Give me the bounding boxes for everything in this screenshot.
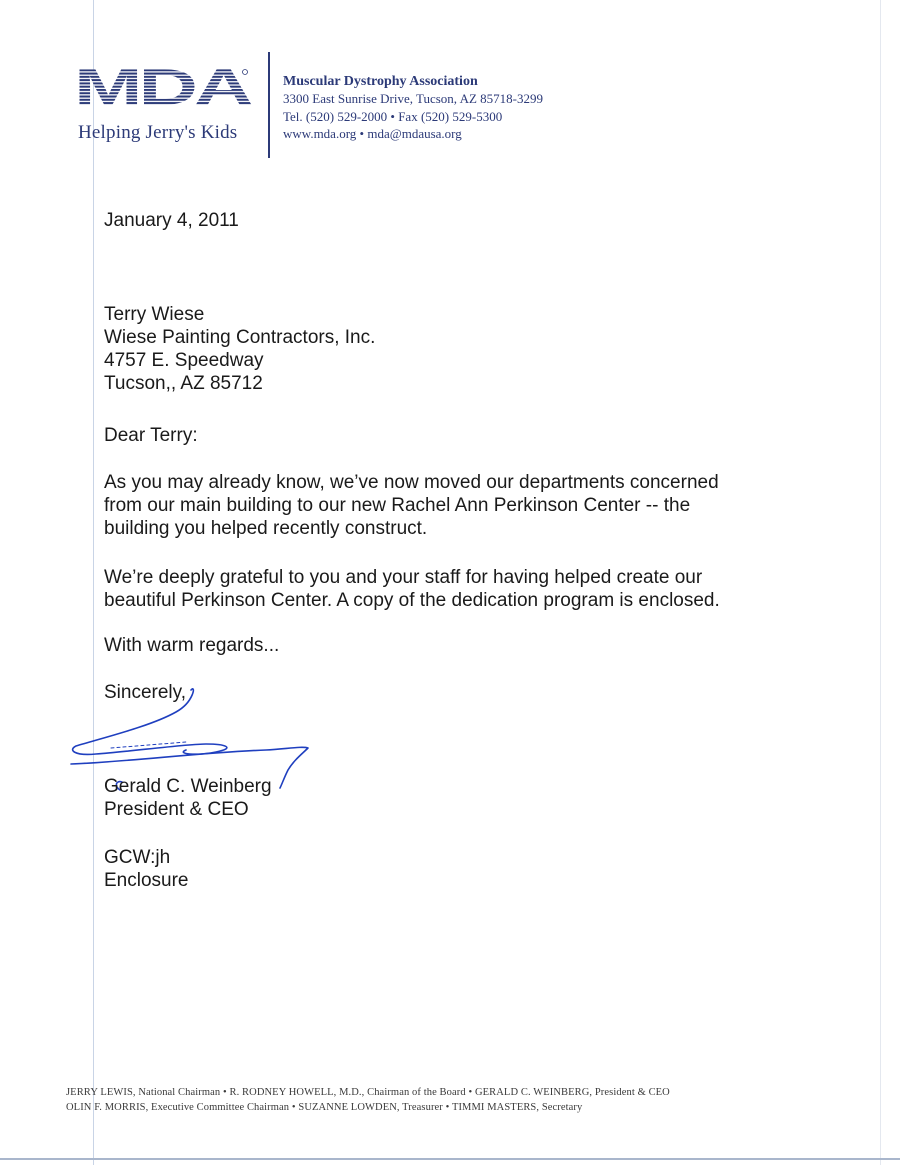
paragraph-2 xyxy=(104,566,720,612)
officers-footer xyxy=(66,1085,670,1115)
closing-line: With warm regards... xyxy=(104,635,280,656)
logo-lettering: MDA xyxy=(74,66,252,117)
organization-block xyxy=(283,73,543,143)
page-edge-bottom xyxy=(0,1158,900,1160)
header-divider xyxy=(268,52,270,158)
footer-line-1: JERRY LEWIS, National Chairman • R. RODNEY HOWELL, M.D., Chairman of the Board • GERALD C. WEINBERG, President & CEO xyxy=(66,1087,670,1098)
paragraph-2-line: beautiful Perkinson Center. A copy of the dedication program is enclosed. xyxy=(104,590,720,611)
organization-address: 3300 East Sunrise Drive, Tucson, AZ 85718-3299 xyxy=(283,91,543,106)
paragraph-1-line: As you may already know, we’ve now moved our departments concerned xyxy=(104,472,719,493)
page-edge-left xyxy=(93,0,94,1165)
signer-title: President & CEO xyxy=(104,799,249,820)
paragraph-1-line: building you helped recently construct. xyxy=(104,518,428,539)
mda-logo-mark xyxy=(74,66,254,122)
recipient-company: Wiese Painting Contractors, Inc. xyxy=(104,327,376,348)
paragraph-2-line: We’re deeply grateful to you and your staff for having helped create our xyxy=(104,567,703,588)
letter-date: January 4, 2011 xyxy=(104,210,239,231)
recipient-street: 4757 E. Speedway xyxy=(104,350,264,371)
reference-initials: GCW:jh xyxy=(104,847,171,868)
recipient-name: Terry Wiese xyxy=(104,304,205,325)
paragraph-1-line: from our main building to our new Rachel Ann Perkinson Center -- the xyxy=(104,495,691,516)
sign-off: Sincerely, xyxy=(104,682,187,703)
logo-tagline: Helping Jerry's Kids xyxy=(78,122,238,143)
signer-block xyxy=(104,775,272,821)
salutation: Dear Terry: xyxy=(104,425,198,446)
signer-name: Gerald C. Weinberg xyxy=(104,776,272,797)
organization-phone-fax: Tel. (520) 529-2000 • Fax (520) 529-5300 xyxy=(283,108,503,124)
organization-web-email: www.mda.org • mda@mdausa.org xyxy=(283,126,462,141)
enclosure-note: Enclosure xyxy=(104,870,189,891)
recipient-address xyxy=(104,303,375,395)
reference-block xyxy=(104,846,189,892)
recipient-city: Tucson,, AZ 85712 xyxy=(104,373,263,394)
organization-name: Muscular Dystrophy Association xyxy=(283,74,478,89)
page-edge-right xyxy=(880,0,881,1165)
footer-line-2: OLIN F. MORRIS, Executive Committee Chairman • SUZANNE LOWDEN, Treasurer • TIMMI MASTERS, Secretary xyxy=(66,1102,583,1113)
paragraph-1 xyxy=(104,471,719,540)
